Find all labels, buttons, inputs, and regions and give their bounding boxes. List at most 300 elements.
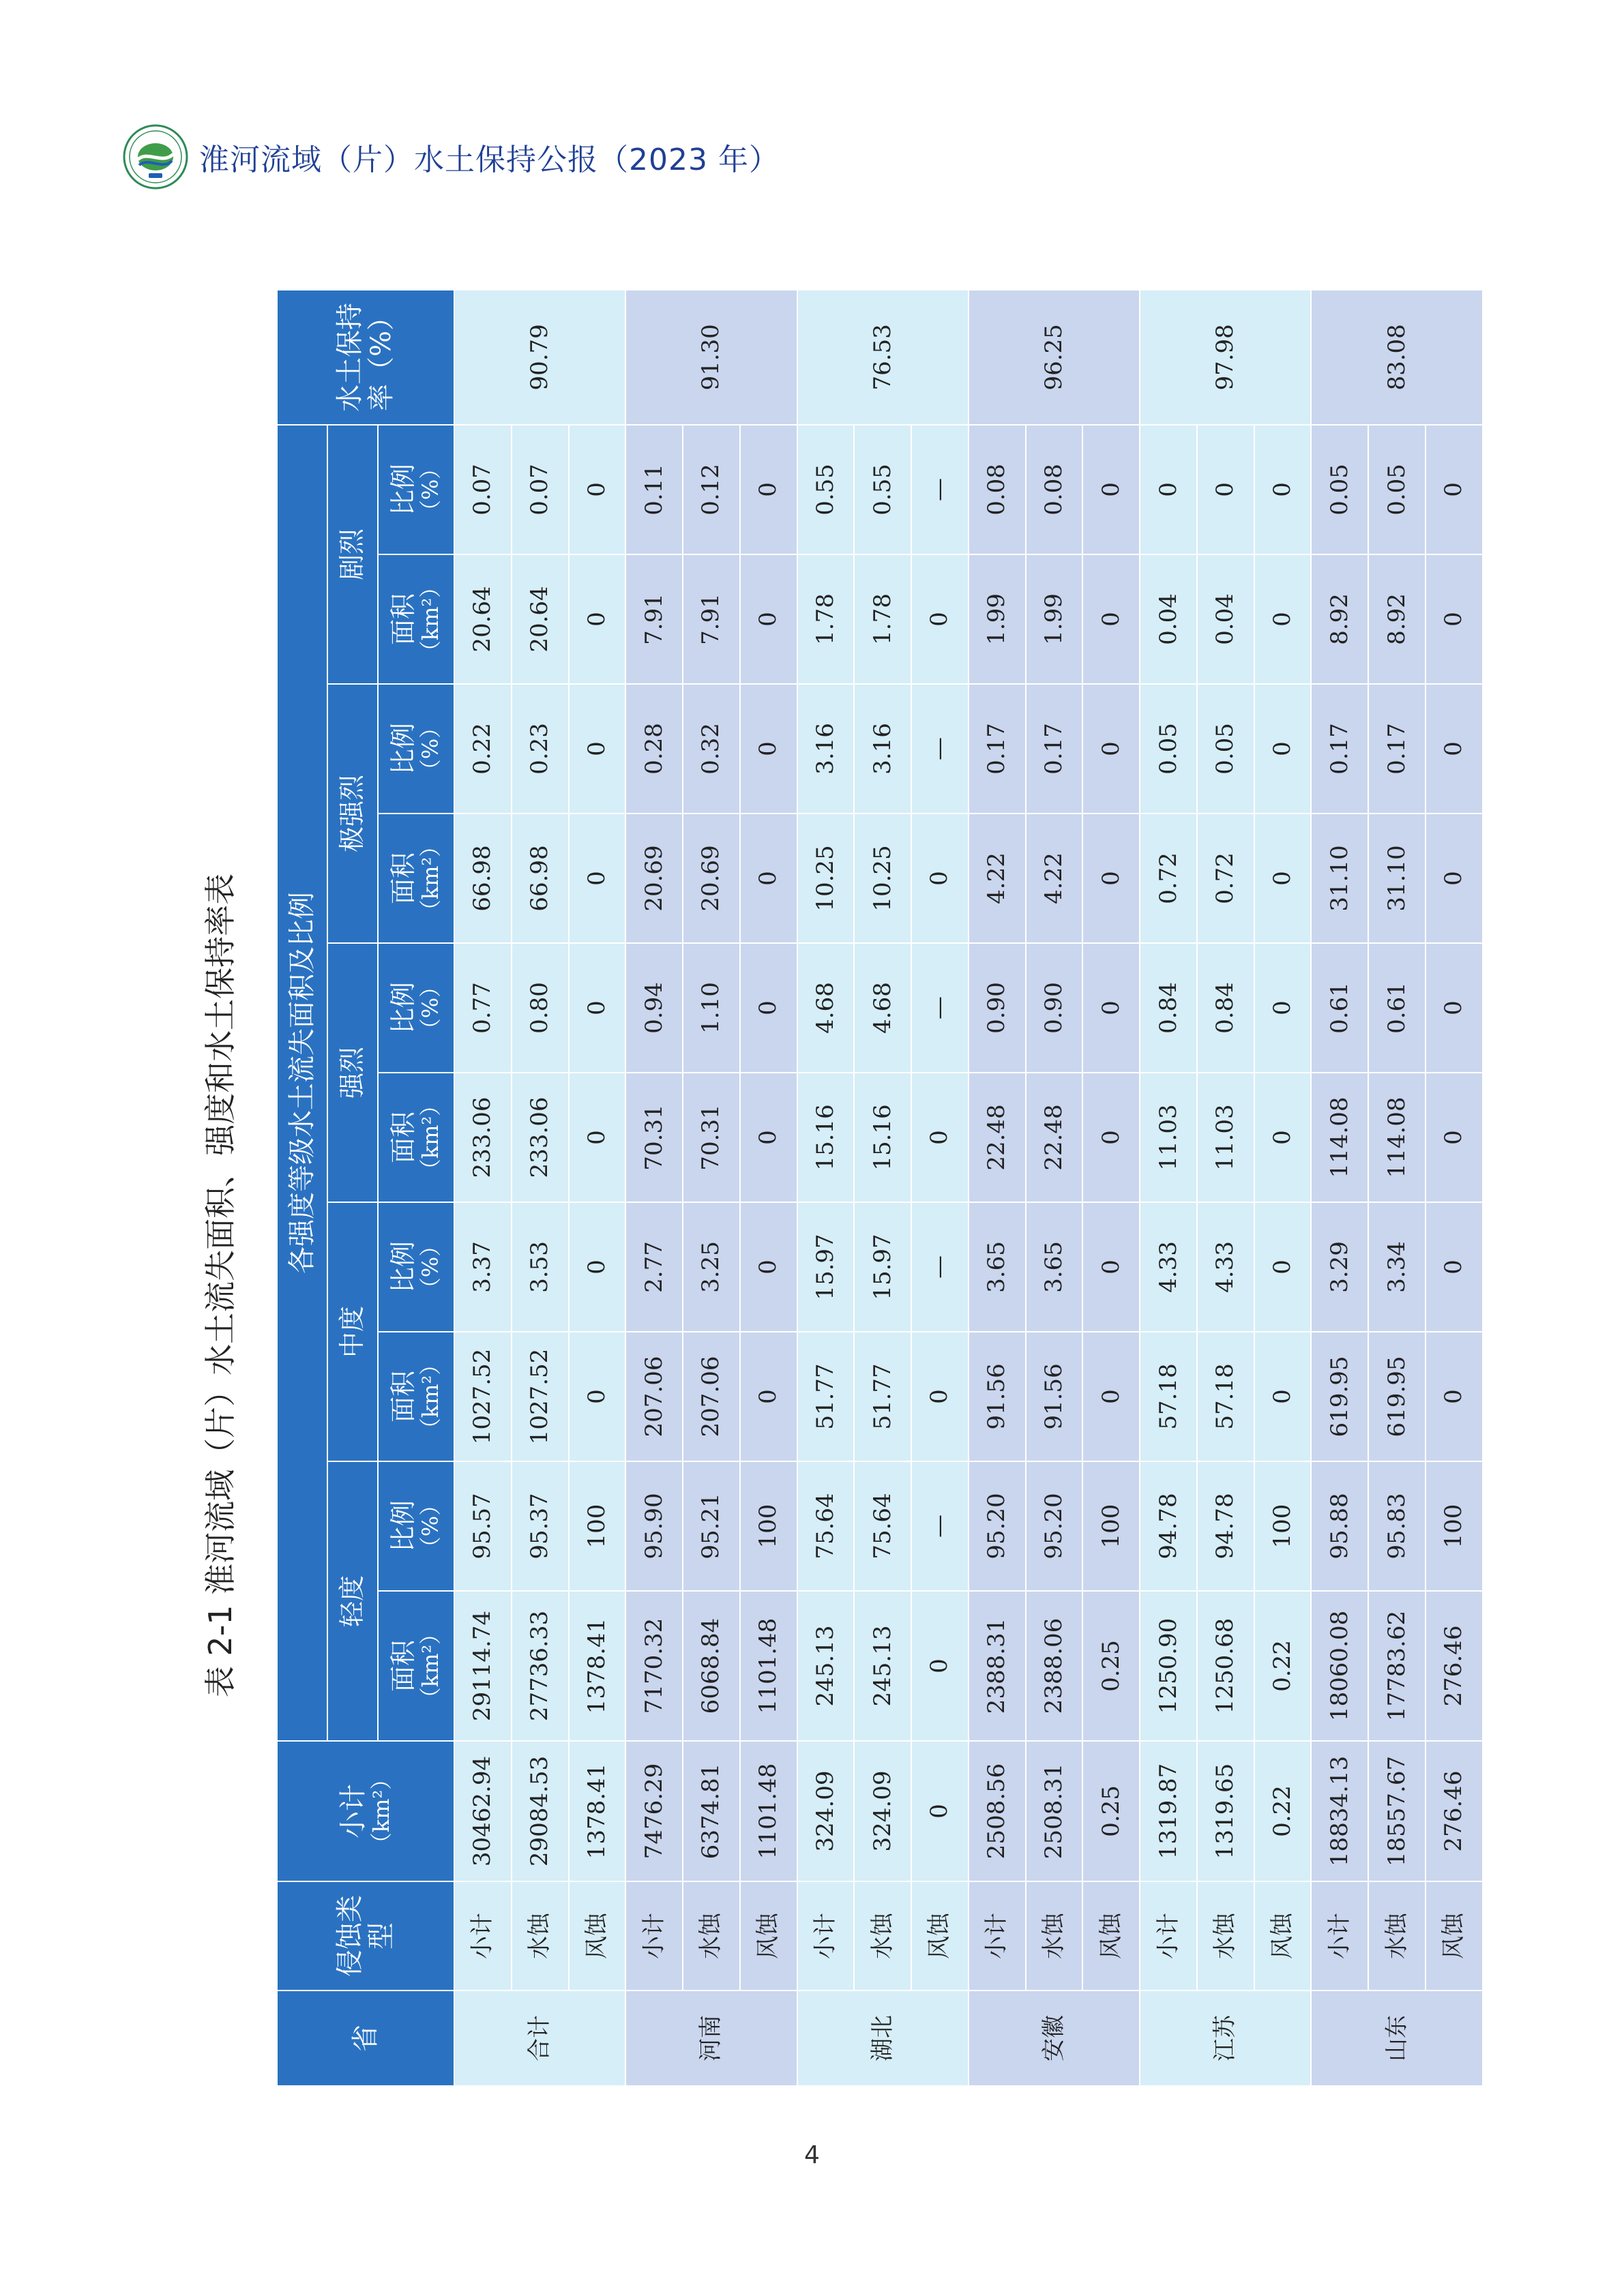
area-cell: 20.69 <box>625 814 683 943</box>
area-cell: 1.99 <box>969 554 1026 684</box>
table-row <box>512 290 569 2086</box>
pct-cell: 95.83 <box>1368 1461 1426 1591</box>
table-row <box>569 290 626 2086</box>
area-cell: 0 <box>569 814 626 943</box>
pct-cell: 3.65 <box>969 1202 1026 1332</box>
area-cell: 0 <box>911 1073 969 1202</box>
pct-cell: 0.94 <box>625 943 683 1073</box>
erosion-type-cell: 小计 <box>969 1881 1026 1991</box>
table-row <box>625 290 683 2086</box>
area-cell: 0 <box>569 1073 626 1202</box>
area-cell: 17783.62 <box>1368 1591 1426 1741</box>
pct-cell: 4.33 <box>1140 1202 1197 1332</box>
erosion-type-cell: 水蚀 <box>854 1881 911 1991</box>
pct-cell: 0.05 <box>1197 684 1254 814</box>
grade-1-pct-header-unit: （%） <box>417 1234 444 1300</box>
pct-cell: 0.55 <box>797 425 855 554</box>
area-cell: 10.25 <box>797 814 855 943</box>
area-cell: 0 <box>740 554 797 684</box>
pct-cell: 0.11 <box>625 425 683 554</box>
area-cell: 619.95 <box>1311 1332 1368 1461</box>
area-cell: 70.31 <box>625 1073 683 1202</box>
grade-header-1 <box>327 1202 378 1461</box>
table-row <box>740 290 797 2086</box>
pct-cell: 0 <box>1082 425 1140 554</box>
area-cell: 29114.74 <box>454 1591 512 1741</box>
area-cell: 0 <box>1426 1332 1483 1461</box>
table-row <box>683 290 740 2086</box>
area-cell: 1.78 <box>797 554 855 684</box>
area-cell: 0.22 <box>1254 1591 1312 1741</box>
pct-cell: 0 <box>740 684 797 814</box>
pct-cell: 0.07 <box>454 425 512 554</box>
area-cell: 20.64 <box>454 554 512 684</box>
pct-cell: 0.80 <box>512 943 569 1073</box>
pct-cell: 0.90 <box>969 943 1026 1073</box>
area-cell: 22.48 <box>1026 1073 1083 1202</box>
area-cell: 20.64 <box>512 554 569 684</box>
col-rate-header-label: 水土保持率（%） <box>334 302 397 412</box>
area-cell: 0.25 <box>1082 1591 1140 1741</box>
pct-cell: 0.05 <box>1311 425 1368 554</box>
pct-cell: — <box>911 1461 969 1591</box>
pct-cell: 0 <box>569 1202 626 1332</box>
pct-cell: 1.10 <box>683 943 740 1073</box>
area-cell: 1.78 <box>854 554 911 684</box>
area-cell: 31.10 <box>1368 814 1426 943</box>
subtotal-cell: 29084.53 <box>512 1741 569 1881</box>
grade-header-0-label: 轻度 <box>337 1575 368 1628</box>
area-cell: 57.18 <box>1197 1332 1254 1461</box>
pct-cell: — <box>911 425 969 554</box>
pct-cell: 0 <box>1082 943 1140 1073</box>
area-cell: 0 <box>740 1332 797 1461</box>
erosion-type-cell: 风蚀 <box>1082 1881 1140 1991</box>
table-row <box>1254 290 1312 2086</box>
grade-3-pct-header <box>378 684 454 814</box>
grade-0-area-header-unit: （km²） <box>417 1622 444 1710</box>
grade-0-area-header <box>378 1591 454 1741</box>
pct-cell: 0.08 <box>969 425 1026 554</box>
pct-cell: 75.64 <box>797 1461 855 1591</box>
grade-group-header-label: 各强度等级水土流失面积及比例 <box>286 891 318 1274</box>
grade-4-pct-header-label: 比例 <box>387 463 418 516</box>
pct-cell: 100 <box>1254 1461 1312 1591</box>
grade-header-1-label: 中度 <box>337 1306 368 1358</box>
area-cell: 0 <box>569 554 626 684</box>
area-cell: 57.18 <box>1140 1332 1197 1461</box>
pct-cell: 0.61 <box>1368 943 1426 1073</box>
pct-cell: 3.16 <box>854 684 911 814</box>
area-cell: 276.46 <box>1426 1591 1483 1741</box>
pct-cell: 0 <box>1254 684 1312 814</box>
erosion-type-cell: 水蚀 <box>1368 1881 1426 1991</box>
pct-cell: 0.12 <box>683 425 740 554</box>
area-cell: 0 <box>1426 1073 1483 1202</box>
rate-cell: 76.53 <box>797 290 969 425</box>
pct-cell: 4.68 <box>854 943 911 1073</box>
col-subtotal-header-label: 小计 <box>337 1784 369 1838</box>
pct-cell: 0 <box>569 684 626 814</box>
pct-cell: 0 <box>1197 425 1254 554</box>
subtotal-cell: 1319.65 <box>1197 1741 1254 1881</box>
table-row <box>1311 290 1368 2086</box>
pct-cell: 95.21 <box>683 1461 740 1591</box>
area-cell: 0 <box>1254 554 1312 684</box>
area-cell: 7170.32 <box>625 1591 683 1741</box>
table-row <box>797 290 855 2086</box>
area-cell: 114.08 <box>1311 1073 1368 1202</box>
area-cell: 619.95 <box>1368 1332 1426 1461</box>
pct-cell: 0.17 <box>1026 684 1083 814</box>
grade-3-pct-header-unit: （%） <box>417 716 444 781</box>
grade-1-pct-header-label: 比例 <box>387 1241 418 1294</box>
grade-4-area-header <box>378 554 454 684</box>
pct-cell: — <box>911 684 969 814</box>
area-cell: 0 <box>740 1073 797 1202</box>
erosion-type-cell: 小计 <box>625 1881 683 1991</box>
grade-header-3 <box>327 684 378 943</box>
grade-header-0 <box>327 1461 378 1741</box>
pct-cell: 95.88 <box>1311 1461 1368 1591</box>
area-cell: 51.77 <box>797 1332 855 1461</box>
grade-2-area-header-unit: （km²） <box>417 1094 444 1181</box>
grade-1-pct-header <box>378 1202 454 1332</box>
subtotal-cell: 1319.87 <box>1140 1741 1197 1881</box>
area-cell: 66.98 <box>512 814 569 943</box>
area-cell: 6068.84 <box>683 1591 740 1741</box>
pct-cell: 0.08 <box>1026 425 1083 554</box>
grade-3-area-header-unit: （km²） <box>417 835 444 922</box>
pct-cell: 95.20 <box>969 1461 1026 1591</box>
grade-header-2-label: 强烈 <box>337 1047 368 1099</box>
erosion-type-cell: 小计 <box>1311 1881 1368 1991</box>
pct-cell: 0.77 <box>454 943 512 1073</box>
grade-2-area-header <box>378 1073 454 1202</box>
area-cell: 0 <box>911 1591 969 1741</box>
pct-cell: 100 <box>1426 1461 1483 1591</box>
pct-cell: 3.37 <box>454 1202 512 1332</box>
grade-4-pct-header <box>378 425 454 554</box>
area-cell: 1027.52 <box>454 1332 512 1461</box>
pct-cell: 4.68 <box>797 943 855 1073</box>
area-cell: 91.56 <box>1026 1332 1083 1461</box>
pct-cell: 0.84 <box>1197 943 1254 1073</box>
area-cell: 31.10 <box>1311 814 1368 943</box>
pct-cell: 4.33 <box>1197 1202 1254 1332</box>
erosion-type-cell: 水蚀 <box>1197 1881 1254 1991</box>
area-cell: 15.16 <box>797 1073 855 1202</box>
page-number: 4 <box>804 2141 820 2169</box>
pct-cell: 0.61 <box>1311 943 1368 1073</box>
pct-cell: 0 <box>1082 684 1140 814</box>
area-cell: 11.03 <box>1140 1073 1197 1202</box>
pct-cell: 0 <box>569 943 626 1073</box>
table-row <box>1082 290 1140 2086</box>
pct-cell: 0 <box>1254 943 1312 1073</box>
pct-cell: 0.07 <box>512 425 569 554</box>
area-cell: 0.72 <box>1140 814 1197 943</box>
area-cell: 1378.41 <box>569 1591 626 1741</box>
pct-cell: 3.34 <box>1368 1202 1426 1332</box>
pct-cell: 0.32 <box>683 684 740 814</box>
area-cell: 0 <box>1082 814 1140 943</box>
pct-cell: 0.84 <box>1140 943 1197 1073</box>
pct-cell: 100 <box>569 1461 626 1591</box>
province-cell: 合计 <box>454 1991 625 2086</box>
subtotal-cell: 30462.94 <box>454 1741 512 1881</box>
subtotal-cell: 324.09 <box>854 1741 911 1881</box>
table-row <box>1426 290 1483 2086</box>
table-row <box>454 290 512 2086</box>
area-cell: 233.06 <box>512 1073 569 1202</box>
subtotal-cell: 2508.31 <box>1026 1741 1083 1881</box>
soil-erosion-table <box>276 290 1483 2087</box>
grade-group-header <box>277 425 327 1741</box>
pct-cell: 0.55 <box>854 425 911 554</box>
subtotal-cell: 1101.48 <box>740 1741 797 1881</box>
erosion-type-cell: 水蚀 <box>683 1881 740 1991</box>
area-cell: 91.56 <box>969 1332 1026 1461</box>
province-cell: 山东 <box>1311 1991 1483 2086</box>
area-cell: 0 <box>1254 1073 1312 1202</box>
grade-4-pct-header-unit: （%） <box>417 457 444 522</box>
rate-cell: 90.79 <box>454 290 625 425</box>
area-cell: 7.91 <box>683 554 740 684</box>
erosion-type-cell: 小计 <box>454 1881 512 1991</box>
grade-1-area-header-unit: （km²） <box>417 1353 444 1440</box>
pct-cell: 0 <box>1426 943 1483 1073</box>
area-cell: 0 <box>1254 814 1312 943</box>
table-row <box>854 290 911 2086</box>
col-rate-header <box>277 290 454 425</box>
province-cell: 河南 <box>625 1991 797 2086</box>
pct-cell: 0.22 <box>454 684 512 814</box>
table-row <box>911 290 969 2086</box>
erosion-type-cell: 水蚀 <box>1026 1881 1083 1991</box>
pct-cell: 0 <box>740 425 797 554</box>
pct-cell: — <box>911 943 969 1073</box>
area-cell: 0 <box>1082 554 1140 684</box>
erosion-type-cell: 小计 <box>1140 1881 1197 1991</box>
pct-cell: 0 <box>1426 425 1483 554</box>
pct-cell: 95.57 <box>454 1461 512 1591</box>
grade-0-area-header-label: 面积 <box>387 1640 418 1693</box>
area-cell: 1.99 <box>1026 554 1083 684</box>
col-type-header <box>277 1881 454 1991</box>
erosion-type-cell: 风蚀 <box>740 1881 797 1991</box>
area-cell: 2388.31 <box>969 1591 1026 1741</box>
grade-4-area-header-label: 面积 <box>387 593 418 646</box>
grade-3-pct-header-label: 比例 <box>387 723 418 775</box>
pct-cell: 0 <box>740 1202 797 1332</box>
grade-2-pct-header <box>378 943 454 1073</box>
subtotal-cell: 324.09 <box>797 1741 855 1881</box>
table-row <box>1026 290 1083 2086</box>
erosion-type-cell: 水蚀 <box>512 1881 569 1991</box>
rate-cell: 96.25 <box>969 290 1140 425</box>
subtotal-cell: 1378.41 <box>569 1741 626 1881</box>
area-cell: 27736.33 <box>512 1591 569 1741</box>
area-cell: 2388.06 <box>1026 1591 1083 1741</box>
province-cell: 江苏 <box>1140 1991 1311 2086</box>
pct-cell: 0.17 <box>1368 684 1426 814</box>
logo-icon <box>121 123 190 191</box>
area-cell: 0 <box>1082 1073 1140 1202</box>
pct-cell: 95.37 <box>512 1461 569 1591</box>
province-cell: 安徽 <box>969 1991 1140 2086</box>
table-frame <box>276 290 1483 2087</box>
pct-cell: 0 <box>569 425 626 554</box>
pct-cell: 2.77 <box>625 1202 683 1332</box>
grade-header-4 <box>327 425 378 684</box>
grade-2-pct-header-unit: （%） <box>417 975 444 1041</box>
pct-cell: 0 <box>1140 425 1197 554</box>
subtotal-cell: 0.22 <box>1254 1741 1312 1881</box>
table-row <box>1197 290 1254 2086</box>
area-cell: 114.08 <box>1368 1073 1426 1202</box>
subtotal-cell: 276.46 <box>1426 1741 1483 1881</box>
grade-header-4-label: 剧烈 <box>337 528 368 580</box>
subtotal-cell: 0 <box>911 1741 969 1881</box>
pct-cell: 0.23 <box>512 684 569 814</box>
pct-cell: 100 <box>740 1461 797 1591</box>
col-province-header-label: 省 <box>350 2025 381 2052</box>
area-cell: 66.98 <box>454 814 512 943</box>
pct-cell: 0.05 <box>1140 684 1197 814</box>
area-cell: 15.16 <box>854 1073 911 1202</box>
grade-header-2 <box>327 943 378 1202</box>
area-cell: 207.06 <box>683 1332 740 1461</box>
rotated-table-container <box>276 290 1483 2087</box>
grade-0-pct-header-label: 比例 <box>387 1500 418 1553</box>
subtotal-cell: 18557.67 <box>1368 1741 1426 1881</box>
area-cell: 0 <box>911 1332 969 1461</box>
area-cell: 245.13 <box>854 1591 911 1741</box>
pct-cell: 0 <box>1254 1202 1312 1332</box>
pct-cell: 3.65 <box>1026 1202 1083 1332</box>
area-cell: 0 <box>911 814 969 943</box>
rate-cell: 91.30 <box>625 290 797 425</box>
area-cell: 233.06 <box>454 1073 512 1202</box>
pct-cell: 0.28 <box>625 684 683 814</box>
table-row <box>1140 290 1197 2086</box>
subtotal-cell: 6374.81 <box>683 1741 740 1881</box>
pct-cell: 0 <box>1082 1202 1140 1332</box>
page-header <box>121 119 780 194</box>
pct-cell: 0.90 <box>1026 943 1083 1073</box>
pct-cell: — <box>911 1202 969 1332</box>
area-cell: 0.04 <box>1197 554 1254 684</box>
col-province-header <box>277 1991 454 2086</box>
grade-3-area-header-label: 面积 <box>387 852 418 905</box>
area-cell: 18060.08 <box>1311 1591 1368 1741</box>
rate-cell: 83.08 <box>1311 290 1483 425</box>
area-cell: 245.13 <box>797 1591 855 1741</box>
col-type-header-label: 侵蚀类型 <box>334 1895 397 1977</box>
area-cell: 207.06 <box>625 1332 683 1461</box>
subtotal-cell: 7476.29 <box>625 1741 683 1881</box>
grade-0-pct-header <box>378 1461 454 1591</box>
header-title: 淮河流域（片）水土保持公报（2023 年） <box>199 143 780 177</box>
grade-2-pct-header-label: 比例 <box>387 982 418 1034</box>
pct-cell: 3.53 <box>512 1202 569 1332</box>
table-row <box>1368 290 1426 2086</box>
pct-cell: 0.17 <box>1311 684 1368 814</box>
area-cell: 20.69 <box>683 814 740 943</box>
area-cell: 1250.68 <box>1197 1591 1254 1741</box>
grade-header-3-label: 极强烈 <box>337 775 368 853</box>
table-row <box>969 290 1026 2086</box>
area-cell: 0.04 <box>1140 554 1197 684</box>
area-cell: 11.03 <box>1197 1073 1254 1202</box>
pct-cell: 100 <box>1082 1461 1140 1591</box>
grade-3-area-header <box>378 814 454 943</box>
table-caption: 表 2-1 淮河流域（片）水土流失面积、强度和水土保持率表 <box>202 873 239 1698</box>
grade-0-pct-header-unit: （%） <box>417 1493 444 1559</box>
area-cell: 4.22 <box>1026 814 1083 943</box>
area-cell: 70.31 <box>683 1073 740 1202</box>
area-cell: 8.92 <box>1368 554 1426 684</box>
grade-4-area-header-unit: （km²） <box>417 576 444 663</box>
area-cell: 8.92 <box>1311 554 1368 684</box>
province-cell: 湖北 <box>797 1991 969 2086</box>
area-cell: 51.77 <box>854 1332 911 1461</box>
area-cell: 0 <box>1254 1332 1312 1461</box>
area-cell: 22.48 <box>969 1073 1026 1202</box>
pct-cell: 95.90 <box>625 1461 683 1591</box>
pct-cell: 3.25 <box>683 1202 740 1332</box>
area-cell: 0 <box>1426 814 1483 943</box>
grade-1-area-header-label: 面积 <box>387 1371 418 1423</box>
area-cell: 0 <box>911 554 969 684</box>
erosion-type-cell: 风蚀 <box>569 1881 626 1991</box>
pct-cell: 94.78 <box>1197 1461 1254 1591</box>
area-cell: 4.22 <box>969 814 1026 943</box>
area-cell: 0 <box>740 814 797 943</box>
col-subtotal-header-unit: （km²） <box>368 1768 394 1855</box>
area-cell: 1101.48 <box>740 1591 797 1741</box>
area-cell: 0 <box>569 1332 626 1461</box>
rate-cell: 97.98 <box>1140 290 1311 425</box>
pct-cell: 95.20 <box>1026 1461 1083 1591</box>
erosion-type-cell: 风蚀 <box>911 1881 969 1991</box>
pct-cell: 15.97 <box>797 1202 855 1332</box>
pct-cell: 75.64 <box>854 1461 911 1591</box>
grade-2-area-header-label: 面积 <box>387 1112 418 1164</box>
area-cell: 1250.90 <box>1140 1591 1197 1741</box>
area-cell: 0.72 <box>1197 814 1254 943</box>
subtotal-cell: 18834.13 <box>1311 1741 1368 1881</box>
grade-1-area-header <box>378 1332 454 1461</box>
pct-cell: 3.29 <box>1311 1202 1368 1332</box>
pct-cell: 0 <box>740 943 797 1073</box>
pct-cell: 94.78 <box>1140 1461 1197 1591</box>
pct-cell: 0 <box>1254 425 1312 554</box>
pct-cell: 15.97 <box>854 1202 911 1332</box>
area-cell: 0 <box>1426 554 1483 684</box>
erosion-type-cell: 风蚀 <box>1426 1881 1483 1991</box>
pct-cell: 0.17 <box>969 684 1026 814</box>
area-cell: 0 <box>1082 1332 1140 1461</box>
pct-cell: 0.05 <box>1368 425 1426 554</box>
area-cell: 1027.52 <box>512 1332 569 1461</box>
erosion-type-cell: 小计 <box>797 1881 855 1991</box>
subtotal-cell: 2508.56 <box>969 1741 1026 1881</box>
pct-cell: 3.16 <box>797 684 855 814</box>
col-subtotal-header <box>277 1741 454 1881</box>
area-cell: 10.25 <box>854 814 911 943</box>
